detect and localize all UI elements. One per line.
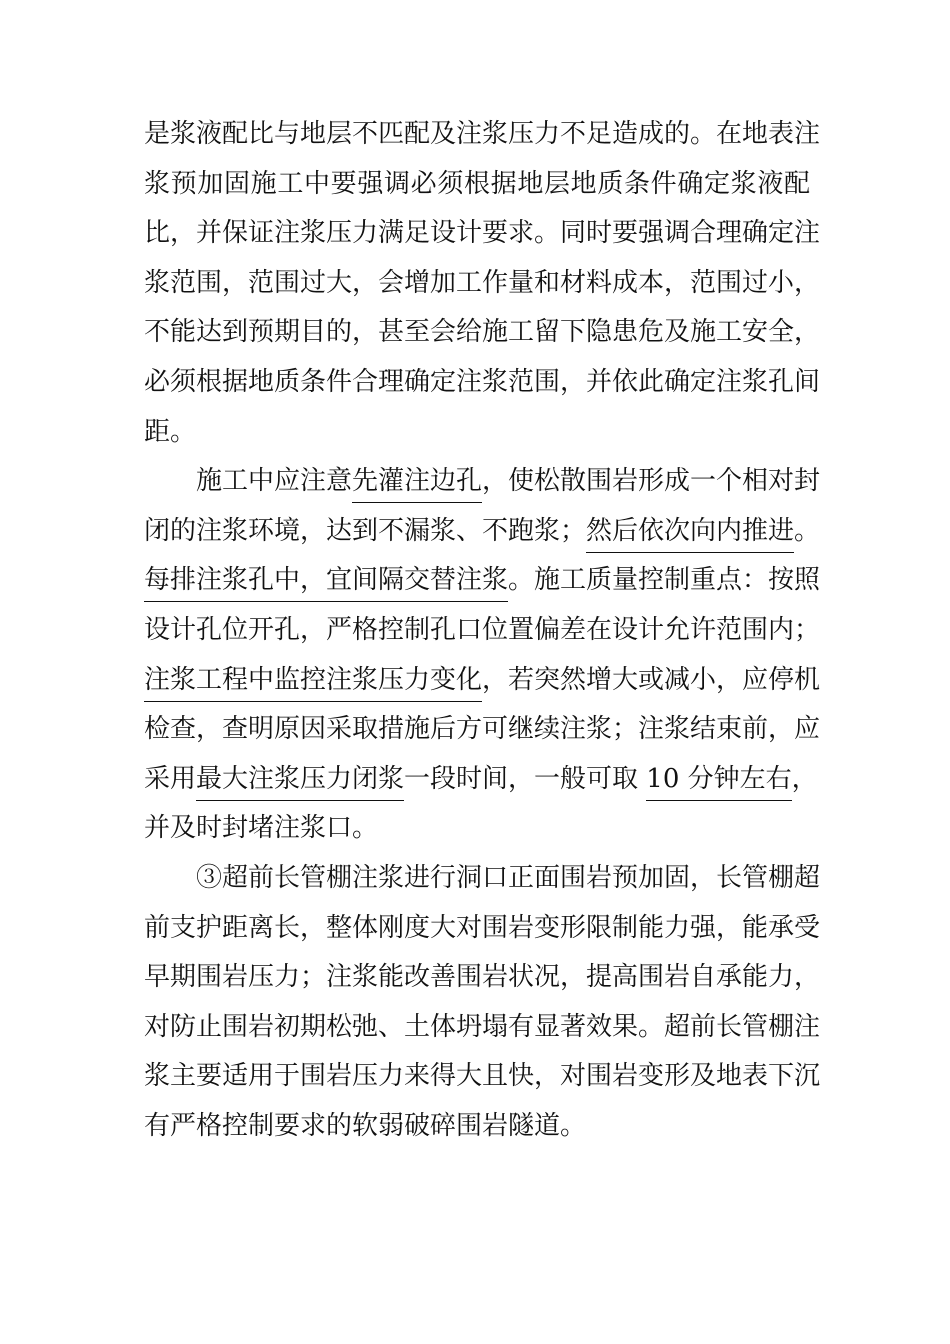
underlined-text: 每排注浆孔中，宜间隔交替注浆 bbox=[144, 565, 508, 602]
text-line bbox=[144, 507, 821, 557]
paragraph-grouting-ratio bbox=[144, 110, 821, 457]
text-line: ③超前长管棚注浆进行洞口正面围岩预加固，长管棚超 bbox=[196, 862, 821, 893]
text-line bbox=[144, 556, 821, 606]
underlined-text: 注浆工程中监控注浆压力变化 bbox=[144, 665, 482, 702]
text-line: 浆主要适用于围岩压力来得大且快，对围岩变形及地表下沉 bbox=[144, 1061, 821, 1092]
text-line: 前支护距离长，整体刚度大对围岩变形限制能力强，能承受 bbox=[144, 912, 821, 943]
text-line bbox=[144, 457, 821, 507]
text-line: 检查，查明原因采取措施后方可继续注浆；注浆结束前，应 bbox=[144, 714, 821, 745]
underlined-text: 先灌注边孔 bbox=[352, 466, 482, 503]
text-line: 是浆液配比与地层不匹配及注浆压力不足造成的。在地表注 bbox=[144, 119, 821, 149]
underlined-text: 最大注浆压力闭浆 bbox=[196, 764, 404, 801]
text-line: 有严格控制要求的软弱破碎围岩隧道。 bbox=[144, 1110, 587, 1141]
text-line: 浆预加固施工中要强调必须根据地层地质条件确定浆液配 bbox=[144, 168, 810, 199]
underlined-text: 10 分钟左右 bbox=[646, 764, 791, 801]
text-line: 设计孔位开孔，严格控制孔口位置偏差在设计允许范围内； bbox=[144, 614, 821, 645]
text-line: 对防止围岩初期松弛、土体坍塌有显著效果。超前长管棚注 bbox=[144, 1011, 821, 1042]
text-line bbox=[144, 656, 821, 706]
text-line: 并及时封堵注浆口。 bbox=[144, 813, 379, 844]
text-line: 距。 bbox=[144, 416, 197, 447]
text-line: 必须根据地质条件合理确定注浆范围，并依此确定注浆孔间 bbox=[144, 366, 821, 397]
text-run: 一段时间，一般可取 bbox=[404, 763, 647, 794]
text-run: 施工中应注意 bbox=[196, 466, 353, 497]
text-run: 。 bbox=[794, 515, 821, 546]
paragraph-pipe-roof-grouting bbox=[144, 854, 821, 1152]
text-line: 不能达到预期目的，甚至会给施工留下隐患危及施工安全， bbox=[144, 317, 821, 348]
text-run: ，使松散围岩形成一个相对封 bbox=[482, 466, 821, 497]
text-run: ， bbox=[791, 763, 818, 794]
text-line bbox=[144, 755, 818, 805]
text-run: 。施工质量控制重点：按照 bbox=[508, 565, 821, 596]
text-line: 浆范围，范围过大，会增加工作量和材料成本，范围过小， bbox=[144, 267, 821, 298]
document-body bbox=[144, 110, 821, 1151]
text-run: ，若突然增大或减小，应停机 bbox=[482, 664, 821, 695]
text-line: 早期围岩压力；注浆能改善围岩状况，提高围岩自承能力， bbox=[144, 962, 821, 993]
paragraph-construction-notes bbox=[144, 457, 821, 854]
text-run: 采用 bbox=[144, 763, 197, 794]
text-run: 闭的注浆环境，达到不漏浆、不跑浆； bbox=[144, 515, 587, 546]
text-line: 比，并保证注浆压力满足设计要求。同时要强调合理确定注 bbox=[144, 218, 821, 249]
underlined-text: 然后依次向内推进 bbox=[586, 516, 794, 553]
